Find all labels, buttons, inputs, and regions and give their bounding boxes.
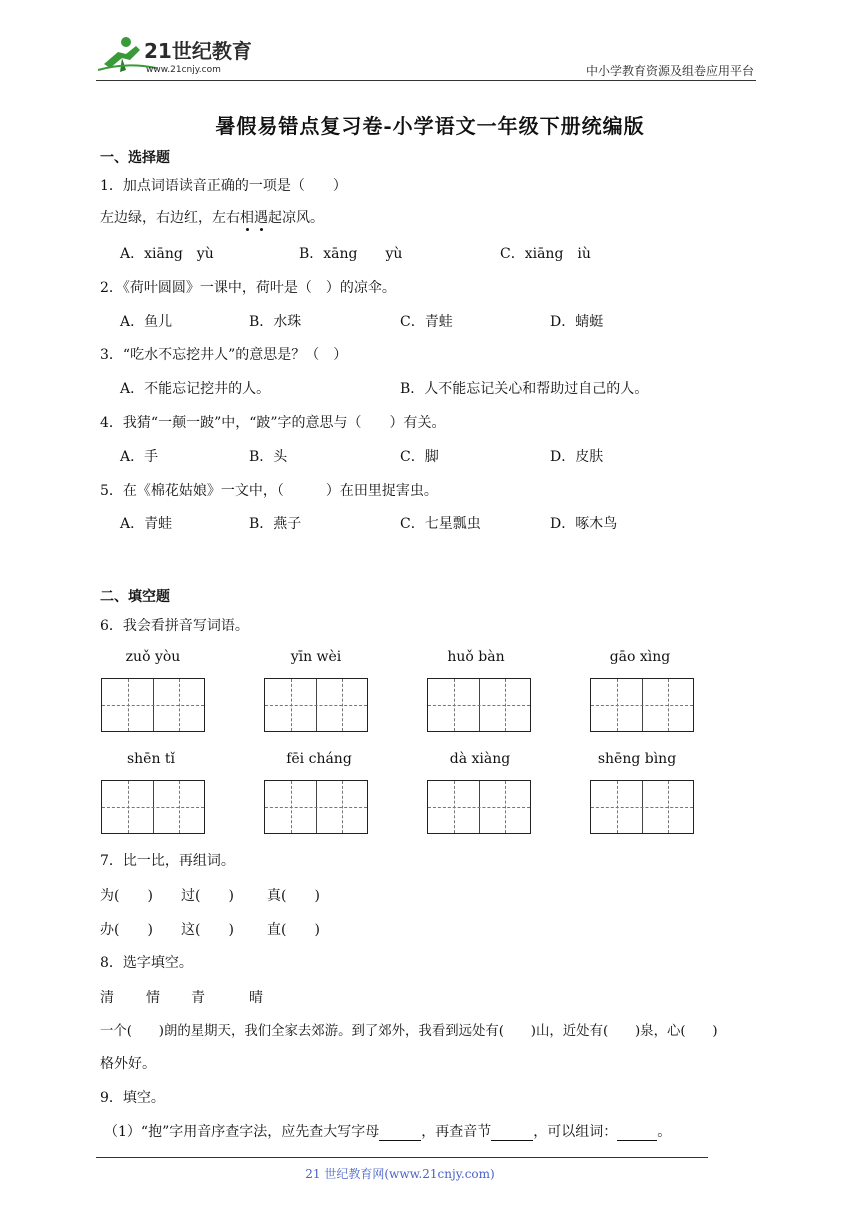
logo-url: www.21cnjy.com bbox=[146, 65, 221, 75]
writing-grid[interactable] bbox=[101, 678, 205, 732]
pinyin-label: yīn wèi bbox=[290, 649, 342, 665]
writing-grid[interactable] bbox=[590, 678, 694, 732]
q7-item[interactable]: 直( ) bbox=[267, 922, 320, 938]
q9-part1-text-a: （1）“抱”字用音序查字法，应先查大写字母 bbox=[104, 1124, 380, 1140]
q7-item[interactable]: 过( ) bbox=[181, 888, 234, 904]
q9-part1-text-b: ，再查音节 bbox=[421, 1124, 492, 1140]
blank-syllable[interactable] bbox=[491, 1126, 533, 1141]
q1-sentence bbox=[100, 207, 324, 227]
q2-option-a[interactable]: A．鱼儿 bbox=[120, 314, 173, 330]
q4-stem: 4．我猜“一颠一跛”中，“跛”字的意思与（ ）有关。 bbox=[100, 415, 446, 431]
q8-passage-line-2: 格外好。 bbox=[100, 1056, 156, 1072]
q8-passage-line-1: 一个( )朗的星期天，我们全家去郊游。到了郊外，我看到远处有( )山，近处有( )泉，心( ) bbox=[100, 1024, 718, 1039]
q7-stem: 7．比一比，再组词。 bbox=[100, 853, 235, 869]
writing-grid[interactable] bbox=[590, 780, 694, 834]
pinyin-label: fēi cháng bbox=[286, 751, 352, 767]
pinyin-label: shēn tǐ bbox=[126, 751, 176, 767]
q9-part1-text-c: ，可以组词： bbox=[533, 1124, 618, 1140]
q6-stem: 6．我会看拼音写词语。 bbox=[100, 618, 249, 634]
q2-option-c[interactable]: C．青蛙 bbox=[400, 314, 453, 330]
q3-option-b[interactable]: B．人不能忘记关心和帮助过自己的人。 bbox=[400, 381, 649, 397]
q9-part1-text-d: 。 bbox=[657, 1124, 672, 1140]
q7-item[interactable]: 办( ) bbox=[100, 922, 153, 938]
q2-option-d[interactable]: D．蜻蜓 bbox=[550, 314, 604, 330]
q3-option-a[interactable]: A．不能忘记挖井的人。 bbox=[120, 381, 271, 397]
q4-option-b[interactable]: B．头 bbox=[249, 449, 288, 465]
q1-option-a[interactable]: A．xiāng yù bbox=[120, 246, 214, 262]
q1-dotted-char-1: 相 bbox=[240, 210, 254, 226]
q1-sentence-pre: 左边绿，右边红，左右 bbox=[100, 210, 240, 226]
writing-grid[interactable] bbox=[427, 678, 531, 732]
q1-stem: 1．加点词语读音正确的一项是（ ） bbox=[100, 178, 347, 194]
q5-option-c[interactable]: C．七星瓢虫 bbox=[400, 516, 481, 532]
blank-word[interactable] bbox=[617, 1126, 657, 1141]
q5-option-b[interactable]: B．燕子 bbox=[249, 516, 302, 532]
footer-link[interactable]: 21 世纪教育网(www.21cnjy.com) bbox=[305, 1167, 495, 1181]
logo bbox=[96, 34, 258, 76]
q1-option-c[interactable]: C．xiāng iù bbox=[500, 246, 591, 262]
q2-stem: 2．《荷叶圆圆》一课中，荷叶是（ ）的凉伞。 bbox=[100, 280, 396, 296]
q8-choice: 晴 bbox=[249, 990, 263, 1006]
q7-item[interactable]: 真( ) bbox=[267, 888, 320, 904]
q3-stem: 3．“吃水不忘挖井人”的意思是？（ ） bbox=[100, 347, 348, 363]
pinyin-label: gāo xìng bbox=[609, 649, 671, 665]
footer-divider bbox=[96, 1157, 708, 1158]
q2-option-b[interactable]: B．水珠 bbox=[249, 314, 302, 330]
pinyin-label: huǒ bàn bbox=[447, 649, 505, 665]
q8-choice: 青 bbox=[191, 990, 205, 1006]
q1-sentence-post: 起凉风。 bbox=[268, 210, 324, 226]
blank-capital-letter[interactable] bbox=[379, 1126, 421, 1141]
q5-option-a[interactable]: A．青蛙 bbox=[120, 516, 173, 532]
q7-item[interactable]: 为( ) bbox=[100, 888, 153, 904]
pinyin-label: shēng bìng bbox=[597, 751, 677, 767]
pinyin-label: dà xiàng bbox=[449, 751, 511, 767]
section-heading-fill: 二、填空题 bbox=[100, 589, 170, 605]
page-title: 暑假易错点复习卷-小学语文一年级下册统编版 bbox=[215, 114, 645, 138]
pinyin-label: zuǒ yòu bbox=[125, 649, 181, 665]
header-divider bbox=[96, 80, 756, 81]
q8-choice: 情 bbox=[146, 990, 160, 1006]
writing-grid[interactable] bbox=[427, 780, 531, 834]
writing-grid[interactable] bbox=[101, 780, 205, 834]
q9-stem: 9．填空。 bbox=[100, 1090, 165, 1106]
q9-part1 bbox=[104, 1121, 671, 1141]
q4-option-d[interactable]: D．皮肤 bbox=[550, 449, 604, 465]
q5-option-d[interactable]: D．啄木鸟 bbox=[550, 516, 618, 532]
q1-option-b[interactable]: B．xāng yù bbox=[299, 246, 403, 262]
header-platform-name: 中小学教育资源及组卷应用平台 bbox=[585, 64, 754, 78]
q1-dotted-char-2: 遇 bbox=[254, 210, 268, 226]
q8-choice: 清 bbox=[100, 990, 114, 1006]
q5-stem: 5．在《棉花姑娘》一文中，（ ）在田里捉害虫。 bbox=[100, 483, 438, 499]
logo-text: 21世纪教育 bbox=[144, 39, 252, 63]
q8-stem: 8．选字填空。 bbox=[100, 955, 193, 971]
writing-grid[interactable] bbox=[264, 780, 368, 834]
q4-option-a[interactable]: A．手 bbox=[120, 449, 159, 465]
q4-option-c[interactable]: C．脚 bbox=[400, 449, 439, 465]
q7-item[interactable]: 这( ) bbox=[181, 922, 234, 938]
section-heading-choice: 一、选择题 bbox=[100, 150, 170, 166]
writing-grid[interactable] bbox=[264, 678, 368, 732]
